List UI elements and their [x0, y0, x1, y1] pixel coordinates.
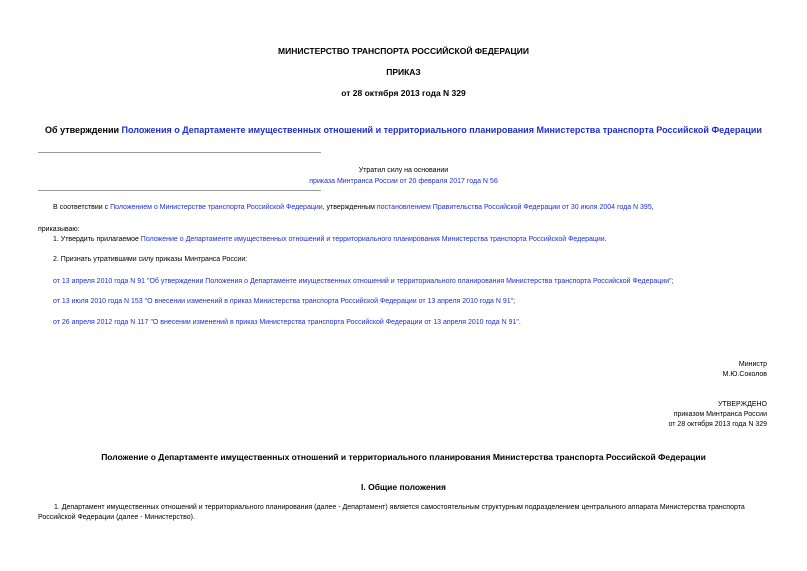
preamble-link-decree[interactable]: постановлением Правительства Российской Федерации от 30 июля 2004 года N 395 — [376, 204, 652, 211]
regulation-title: Положение о Департаменте имущественных отношений и территориального планирования Министерства транспорта Российской Федерации — [101, 452, 706, 462]
ministry-heading: МИНИСТЕРСТВО ТРАНСПОРТА РОССИЙСКОЙ ФЕДЕРАЦИИ — [278, 46, 529, 56]
section-title: I. Общие положения — [361, 482, 446, 492]
item-1-link[interactable]: Положение о Департаменте имущественных отношений и территориального планирования Министерства транспорта Российской Федерации — [140, 236, 605, 243]
item-2: 2. Признать утратившими силу приказы Минтранса России: — [53, 256, 248, 263]
status-link[interactable]: приказа Минтранса России от 20 февраля 2017 года N 56 — [309, 178, 498, 185]
status-line: Утратил силу на основании — [358, 167, 449, 174]
revoked-order-1[interactable]: от 13 апреля 2010 года N 91 "Об утверждении Положения о Департаменте имущественных отношений и территориального планирования Министерства транспорта Российской Федерации"; — [53, 278, 674, 285]
divider-bottom — [38, 190, 321, 191]
item-1-end: . — [604, 236, 607, 243]
preamble — [53, 203, 654, 213]
orders-word: приказываю: — [38, 226, 80, 233]
preamble-text-2: , утвержденным — [322, 204, 377, 211]
preamble-text-3: , — [651, 204, 654, 211]
approval-block — [669, 400, 767, 430]
section-paragraph-line-1: 1. Департамент имущественных отношений и территориального планирования (далее - Департамент) является самостоятельным структурным подразделением центрального аппарата Министерства транспорта — [54, 504, 745, 511]
status-note — [0, 166, 807, 187]
title-prefix: Об утверждении — [45, 125, 122, 135]
item-1-text: 1. Утвердить прилагаемое — [53, 236, 141, 243]
preamble-link-regulation[interactable]: Положением о Министерстве транспорта Российской Федерации — [110, 204, 323, 211]
section-paragraph — [38, 503, 745, 523]
approval-line-1: приказом Минтранса России — [673, 411, 767, 418]
document-date-number: от 28 октября 2013 года N 329 — [341, 88, 466, 98]
document-type: ПРИКАЗ — [386, 67, 421, 77]
preamble-text-1: В соответствии с — [53, 204, 111, 211]
signature-name: М.Ю.Соколов — [722, 371, 767, 378]
signature-block — [723, 360, 767, 380]
document-title — [0, 125, 807, 135]
title-link[interactable]: Положения о Департаменте имущественных отношений и территориального планирования Министерства транспорта Российской Федерации — [121, 125, 762, 135]
item-1 — [53, 235, 607, 245]
revoked-order-2[interactable]: от 13 июля 2010 года N 153 "О внесении изменений в приказ Министерства транспорта Российской Федерации от 13 апреля 2010 года N 91"; — [53, 298, 516, 305]
approval-word: УТВЕРЖДЕНО — [717, 401, 767, 408]
section-paragraph-line-2: Российской Федерации (далее - Министерство). — [38, 514, 195, 521]
divider-top — [38, 152, 321, 153]
approval-line-2: от 28 октября 2013 года N 329 — [668, 421, 767, 428]
revoked-order-3[interactable]: от 26 апреля 2012 года N 117 "О внесении изменений в приказ Министерства транспорта Российской Федерации от 13 апреля 2010 года N 91". — [53, 319, 521, 326]
signature-role: Министр — [738, 361, 767, 368]
